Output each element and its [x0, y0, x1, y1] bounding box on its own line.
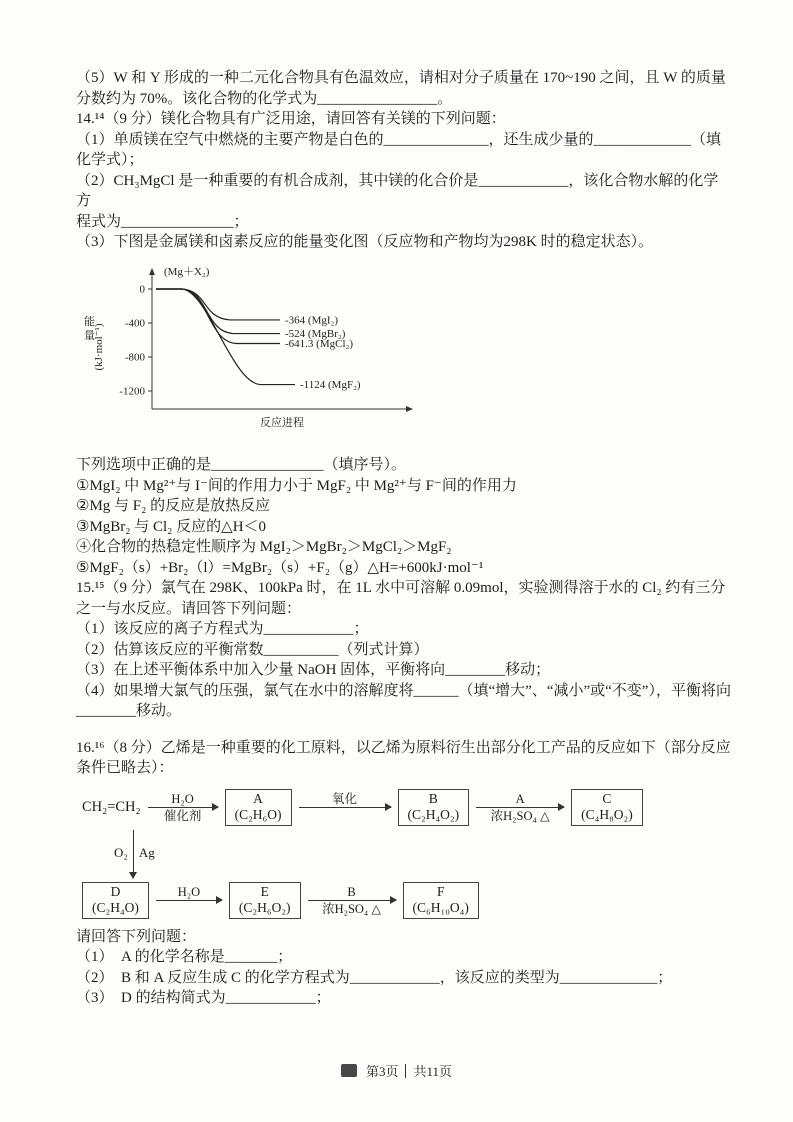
arrow-right-icon: [308, 884, 396, 917]
q16-item2: （2） B 和 A 反应生成 C 的化学方程式为____________，该反应的类型为_____________；: [76, 969, 673, 986]
page-footer: [0, 1061, 793, 1080]
energy-change-chart: [80, 259, 733, 454]
q15-heading-cont: 之一与水反应。请回答下列问题：: [76, 600, 302, 617]
compound-box-B: [398, 789, 470, 826]
q14-item1-line1: （1）单质镁在空气中燃烧的主要产物是白色的______________，还生成少量的_____________（填: [76, 131, 722, 148]
arrow-label-right: Ag: [138, 845, 155, 861]
arrow-right-icon: [299, 791, 391, 824]
compound-box-A: [225, 789, 292, 826]
arrow-label-top: A: [515, 791, 525, 806]
scan-artifact: [341, 1064, 357, 1077]
arrow-label-top: 氧化: [331, 791, 357, 806]
flow-row-1: [82, 789, 733, 826]
q5-line-2: 分数约为 70%。该化合物的化学式为________________。: [76, 90, 453, 107]
page-number: 第3页: [365, 1064, 399, 1079]
q14-heading: 14.¹⁴（9 分）镁化合物具有广泛用途，请回答有关镁的下列问题：: [76, 111, 506, 127]
energy-level-label: -524 (MgBr₂): [285, 327, 346, 340]
q14-options-prompt: 下列选项中正确的是_______________（填序号）。: [76, 457, 407, 473]
option-line: ⑤MgF₂（s）+Br₂（l）=MgBr₂（s）+F₂（g）△H=+600kJ·mol⁻¹: [76, 559, 484, 576]
option-line: ①MgI₂ 中 Mg²⁺与 I⁻间的作用力小于 MgF₂ 中 Mg²⁺与 F⁻间的作用力: [76, 477, 517, 494]
q16-item3: （3） D 的结构简式为____________；: [76, 990, 331, 1006]
y-tick-label: -800: [124, 351, 145, 363]
q16-heading-cont: 条件已略去）：: [76, 760, 174, 776]
arrow-label-top: H₂O: [171, 791, 194, 806]
compound-formula: (C₄H₈O₂): [581, 807, 633, 822]
compound-box-F: [403, 882, 479, 919]
arrow-down-icon: [114, 830, 733, 878]
compound-box-C: [571, 789, 643, 826]
q14-item1-line2: 化学式）；: [76, 152, 144, 168]
y-tick-label: 0: [139, 283, 145, 295]
energy-level-label: -641.3 (MgCl₂): [285, 337, 353, 350]
compound-formula: (C₂H₆O): [234, 807, 282, 822]
q16-item1: （1） A 的化学名称是_______；: [76, 949, 293, 965]
q16-ask: 请回答下列问题：: [76, 928, 197, 945]
compound-letter: F: [436, 883, 445, 899]
arrow-shaft: [476, 807, 564, 808]
arrow-label-top: H₂O: [177, 884, 201, 899]
option-line: ②Mg 与 F₂ 的反应是放热反应: [76, 498, 271, 514]
compound-letter: A: [253, 790, 263, 806]
arrow-right-icon: [148, 791, 218, 824]
y-tick-label: -400: [124, 317, 145, 329]
q14-item2-line2: 程式为_______________；: [76, 213, 249, 230]
compound-formula: (C₂H₄O₂): [407, 807, 460, 822]
q5-line-1: （5）W 和 Y 形成的一种二元化合物具有色温效应，请相对分子质量在 170~190 之间，且 W 的质量: [76, 70, 726, 86]
compound-letter: C: [602, 790, 612, 806]
arrow-right-icon: [156, 884, 222, 917]
footer-divider: [405, 1064, 406, 1078]
compound-letter: E: [260, 883, 269, 899]
compound-formula: (C₆H₁₀O₄): [412, 900, 469, 915]
y-tick-label: -1200: [119, 385, 145, 397]
energy-chart-svg: [80, 259, 432, 447]
y-axis-unit: (kJ·mol⁻¹): [93, 323, 105, 370]
compound-box-D: [82, 882, 149, 919]
compound-box-E: [229, 882, 301, 919]
flow-row-2: [82, 882, 733, 919]
compound-formula: (C₂H₆O₂): [238, 900, 291, 915]
spacer: [76, 722, 733, 738]
chart-title: (Mg＋X₂): [164, 265, 210, 278]
reaction-flow-diagram: [82, 789, 733, 919]
arrow-right-icon: [476, 791, 564, 824]
compound-formula: (C₂H₄O): [92, 900, 139, 915]
q16-heading: 16.¹⁶（8 分）乙烯是一种重要的化工原料，以乙烯为原料衍生出部分化工产品的反应如下（部分反应: [76, 739, 731, 756]
q15-item4-line1: （4）如果增大氯气的压强，氯气在水中的溶解度将______（填“增大”、“减小”或“不变”），平衡将向: [76, 682, 731, 699]
arrow-label-top: B: [347, 884, 356, 899]
q14-item2-line1: （2）CH₃MgCl 是一种重要的有机合成剂，其中镁的化合价是____________，该化合物水解的化学方: [76, 172, 719, 209]
energy-level-label: -1124 (MgF₂): [300, 378, 361, 391]
energy-curve-MgBr₂: [156, 289, 280, 334]
arrow-shaft: [299, 807, 391, 808]
q15-item2: （2）估算该反应的平衡常数__________（列式计算）: [76, 641, 429, 658]
x-axis-label: 反应进程: [260, 416, 304, 429]
q15-heading: 15.¹⁵（9 分）氯气在 298K、100kPa 时，在 1L 水中可溶解 0.09mol，实验测得溶于水的 Cl₂ 约有三分: [76, 580, 726, 596]
energy-curve-MgF₂: [156, 289, 295, 385]
q15-item1: （1）该反应的离子方程式为____________；: [76, 621, 369, 637]
option-line: ④化合物的热稳定性顺序为 MgI₂＞MgBr₂＞MgCl₂＞MgF₂: [76, 539, 452, 555]
arrow-shaft: [133, 830, 134, 878]
arrow-label-bottom: 催化剂: [163, 808, 202, 823]
arrow-shaft: [148, 807, 218, 808]
y-axis-label: 能: [84, 315, 95, 328]
arrow-shaft: [308, 900, 396, 901]
option-line: ③MgBr₂ 与 Cl₂ 反应的△H＜0: [76, 518, 267, 535]
page-total: 共11页: [413, 1064, 453, 1079]
energy-curve-MgI₂: [156, 289, 280, 320]
energy-level-label: -364 (MgI₂): [285, 313, 339, 326]
compound-letter: B: [428, 790, 438, 806]
q14-item3: （3）下图是金属镁和卤素反应的能量变化图（反应物和产物均为298K 时的稳定状态）。: [76, 234, 654, 250]
y-axis-label: 量: [84, 329, 95, 342]
arrow-label-bottom: 浓H₂SO₄ △: [322, 901, 382, 916]
arrow-shaft: [156, 900, 222, 901]
arrow-label-left: O₂: [114, 845, 128, 861]
arrow-label-bottom: 浓H₂SO₄ △: [490, 808, 550, 823]
ethylene-formula: CH₂=CH₂: [82, 798, 141, 815]
q15-item4-line2: ________移动。: [76, 703, 182, 719]
compound-letter: D: [110, 883, 121, 899]
q15-item3: （3）在上述平衡体系中加入少量 NaOH 固体，平衡将向________移动；: [76, 662, 551, 678]
